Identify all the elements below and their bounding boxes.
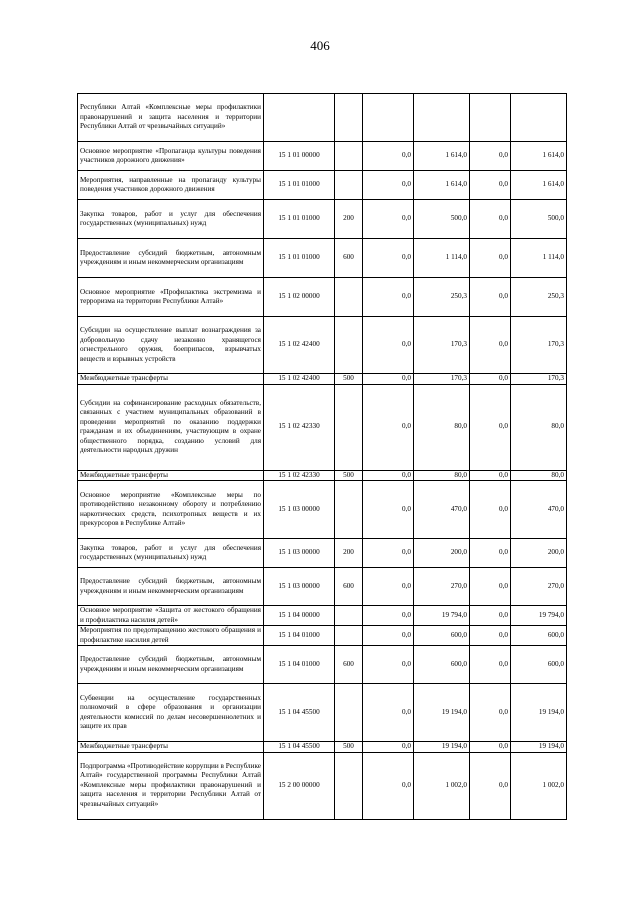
target-code: 15 1 01 00000 [264, 142, 335, 171]
target-code: 15 1 02 00000 [264, 278, 335, 317]
amount-col-2: 600,0 [414, 626, 470, 646]
expense-type [335, 317, 363, 374]
amount-col-2: 80,0 [414, 384, 470, 470]
target-code: 15 1 02 42400 [264, 317, 335, 374]
amount-col-3 [470, 94, 511, 142]
amount-col-2: 80,0 [414, 470, 470, 481]
table-row [78, 568, 567, 606]
expense-type: 200 [335, 200, 363, 239]
amount-col-3: 0,0 [470, 752, 511, 819]
table-row [78, 142, 567, 171]
expense-type [335, 142, 363, 171]
amount-col-3: 0,0 [470, 278, 511, 317]
amount-col-3: 0,0 [470, 606, 511, 626]
amount-col-4: 80,0 [511, 470, 567, 481]
row-description: Основное мероприятие «Профилактика экстремизма и терроризма на территории Республики Алтай» [78, 278, 264, 317]
amount-col-1: 0,0 [363, 684, 414, 742]
amount-col-1: 0,0 [363, 742, 414, 753]
amount-col-2: 1 114,0 [414, 239, 470, 278]
target-code: 15 1 03 00000 [264, 539, 335, 568]
expense-type [335, 94, 363, 142]
amount-col-2: 19 794,0 [414, 606, 470, 626]
table-row [78, 481, 567, 539]
amount-col-4: 470,0 [511, 481, 567, 539]
amount-col-1: 0,0 [363, 606, 414, 626]
target-code: 15 1 03 00000 [264, 481, 335, 539]
row-description: Межбюджетные трансферты [78, 470, 264, 481]
row-description: Основное мероприятие «Защита от жестокого обращения и профилактика насилия детей» [78, 606, 264, 626]
budget-table [77, 93, 567, 820]
amount-col-4: 19 194,0 [511, 684, 567, 742]
amount-col-4: 250,3 [511, 278, 567, 317]
amount-col-4: 600,0 [511, 626, 567, 646]
target-code [264, 94, 335, 142]
table-row [78, 752, 567, 819]
table-row [78, 278, 567, 317]
page-number: 406 [310, 38, 330, 53]
amount-col-1: 0,0 [363, 142, 414, 171]
row-description: Закупка товаров, работ и услуг для обеспечения государственных (муниципальных) нужд [78, 539, 264, 568]
target-code: 15 1 03 00000 [264, 568, 335, 606]
amount-col-3: 0,0 [470, 200, 511, 239]
row-description: Предоставление субсидий бюджетным, автономным учреждениям и иным некоммерческим организациям [78, 568, 264, 606]
row-description: Предоставление субсидий бюджетным, автономным учреждениям и иным некоммерческим организациям [78, 239, 264, 278]
table-row [78, 470, 567, 481]
amount-col-2 [414, 94, 470, 142]
target-code: 15 1 04 45500 [264, 684, 335, 742]
expense-type: 600 [335, 646, 363, 684]
amount-col-1: 0,0 [363, 374, 414, 385]
expense-type: 500 [335, 470, 363, 481]
amount-col-1: 0,0 [363, 646, 414, 684]
amount-col-3: 0,0 [470, 568, 511, 606]
amount-col-2: 170,3 [414, 317, 470, 374]
row-description: Республики Алтай «Комплексные меры профилактики правонарушений и защита населения и территории Республики Алтай от чрезвычайных ситуаций» [78, 94, 264, 142]
target-code: 15 1 04 00000 [264, 606, 335, 626]
amount-col-1: 0,0 [363, 384, 414, 470]
amount-col-3: 0,0 [470, 626, 511, 646]
target-code: 15 1 04 45500 [264, 742, 335, 753]
amount-col-2: 170,3 [414, 374, 470, 385]
amount-col-4: 80,0 [511, 384, 567, 470]
amount-col-1: 0,0 [363, 317, 414, 374]
amount-col-1 [363, 94, 414, 142]
expense-type: 600 [335, 568, 363, 606]
expense-type [335, 481, 363, 539]
row-description: Межбюджетные трансферты [78, 742, 264, 753]
amount-col-2: 500,0 [414, 200, 470, 239]
amount-col-1: 0,0 [363, 239, 414, 278]
amount-col-1: 0,0 [363, 278, 414, 317]
amount-col-3: 0,0 [470, 742, 511, 753]
amount-col-1: 0,0 [363, 171, 414, 200]
amount-col-3: 0,0 [470, 239, 511, 278]
row-description: Основное мероприятие «Комплексные меры по противодействию незаконному обороту и потреблению наркотических средств, психотропных веществ и их прекурсоров в Республике Алтай» [78, 481, 264, 539]
target-code: 15 1 04 01000 [264, 626, 335, 646]
expense-type [335, 626, 363, 646]
amount-col-4: 1 614,0 [511, 171, 567, 200]
amount-col-1: 0,0 [363, 539, 414, 568]
amount-col-3: 0,0 [470, 384, 511, 470]
amount-col-4: 170,3 [511, 317, 567, 374]
amount-col-4: 1 002,0 [511, 752, 567, 819]
target-code: 15 1 02 42330 [264, 470, 335, 481]
expense-type [335, 278, 363, 317]
target-code: 15 1 02 42400 [264, 374, 335, 385]
amount-col-3: 0,0 [470, 470, 511, 481]
amount-col-4 [511, 94, 567, 142]
amount-col-1: 0,0 [363, 626, 414, 646]
table-row [78, 539, 567, 568]
table-row [78, 646, 567, 684]
amount-col-1: 0,0 [363, 200, 414, 239]
amount-col-3: 0,0 [470, 481, 511, 539]
row-description: Предоставление субсидий бюджетным, автономным учреждениям и иным некоммерческим организациям [78, 646, 264, 684]
row-description: Субсидии на осуществление выплат вознаграждения за добровольную сдачу незаконно хранящегося огнестрельного оружия, боеприпасов, взрывчатых веществ и взрывных устройств [78, 317, 264, 374]
table-row [78, 200, 567, 239]
amount-col-3: 0,0 [470, 142, 511, 171]
amount-col-3: 0,0 [470, 539, 511, 568]
expense-type: 500 [335, 374, 363, 385]
amount-col-4: 1 614,0 [511, 142, 567, 171]
amount-col-3: 0,0 [470, 646, 511, 684]
amount-col-2: 1 614,0 [414, 171, 470, 200]
table-row [78, 606, 567, 626]
table-row [78, 94, 567, 142]
row-description: Субсидии на софинансирование расходных обязательств, связанных с участием муниципальных образований в проведении мероприятий по оказанию поддержки гражданам и их объединениям, участвующим в охране общественного порядка, созданию условий для деятельности народных дружин [78, 384, 264, 470]
expense-type: 500 [335, 742, 363, 753]
expense-type: 200 [335, 539, 363, 568]
amount-col-3: 0,0 [470, 171, 511, 200]
target-code: 15 1 04 01000 [264, 646, 335, 684]
expense-type: 600 [335, 239, 363, 278]
table-row [78, 239, 567, 278]
amount-col-2: 270,0 [414, 568, 470, 606]
target-code: 15 1 01 01000 [264, 171, 335, 200]
target-code: 15 1 02 42330 [264, 384, 335, 470]
amount-col-2: 200,0 [414, 539, 470, 568]
amount-col-4: 170,3 [511, 374, 567, 385]
row-description: Мероприятия, направленные на пропаганду культуры поведения участников дорожного движения [78, 171, 264, 200]
amount-col-2: 250,3 [414, 278, 470, 317]
target-code: 15 1 01 01000 [264, 200, 335, 239]
amount-col-2: 1 614,0 [414, 142, 470, 171]
amount-col-4: 19 794,0 [511, 606, 567, 626]
amount-col-1: 0,0 [363, 568, 414, 606]
table-row [78, 171, 567, 200]
amount-col-2: 19 194,0 [414, 684, 470, 742]
table-row [78, 742, 567, 753]
row-description: Субвенции на осуществление государственных полномочий в сфере образования и организации деятельности комиссий по делам несовершеннолетних и защите их прав [78, 684, 264, 742]
table-row [78, 626, 567, 646]
row-description: Закупка товаров, работ и услуг для обеспечения государственных (муниципальных) нужд [78, 200, 264, 239]
amount-col-4: 600,0 [511, 646, 567, 684]
amount-col-2: 470,0 [414, 481, 470, 539]
amount-col-4: 270,0 [511, 568, 567, 606]
amount-col-2: 600,0 [414, 646, 470, 684]
table-row [78, 384, 567, 470]
amount-col-2: 19 194,0 [414, 742, 470, 753]
amount-col-3: 0,0 [470, 684, 511, 742]
amount-col-1: 0,0 [363, 752, 414, 819]
amount-col-4: 19 194,0 [511, 742, 567, 753]
row-description: Подпрограмма «Противодействие коррупции в Республике Алтай» государственной программы Республики Алтай «Комплексные меры профилактики правонарушений и защита населения и территории Республики Алтай от чрезвычайных ситуаций» [78, 752, 264, 819]
target-code: 15 1 01 01000 [264, 239, 335, 278]
amount-col-3: 0,0 [470, 374, 511, 385]
expense-type [335, 171, 363, 200]
amount-col-4: 500,0 [511, 200, 567, 239]
amount-col-3: 0,0 [470, 317, 511, 374]
row-description: Основное мероприятие «Пропаганда культуры поведения участников дорожного движения» [78, 142, 264, 171]
expense-type [335, 684, 363, 742]
target-code: 15 2 00 00000 [264, 752, 335, 819]
table-row [78, 374, 567, 385]
amount-col-1: 0,0 [363, 481, 414, 539]
expense-type [335, 384, 363, 470]
table-row [78, 317, 567, 374]
row-description: Межбюджетные трансферты [78, 374, 264, 385]
amount-col-4: 200,0 [511, 539, 567, 568]
amount-col-4: 1 114,0 [511, 239, 567, 278]
row-description: Мероприятия по предотвращению жестокого обращения и профилактике насилия детей [78, 626, 264, 646]
table-row [78, 684, 567, 742]
amount-col-1: 0,0 [363, 470, 414, 481]
amount-col-2: 1 002,0 [414, 752, 470, 819]
expense-type [335, 606, 363, 626]
expense-type [335, 752, 363, 819]
